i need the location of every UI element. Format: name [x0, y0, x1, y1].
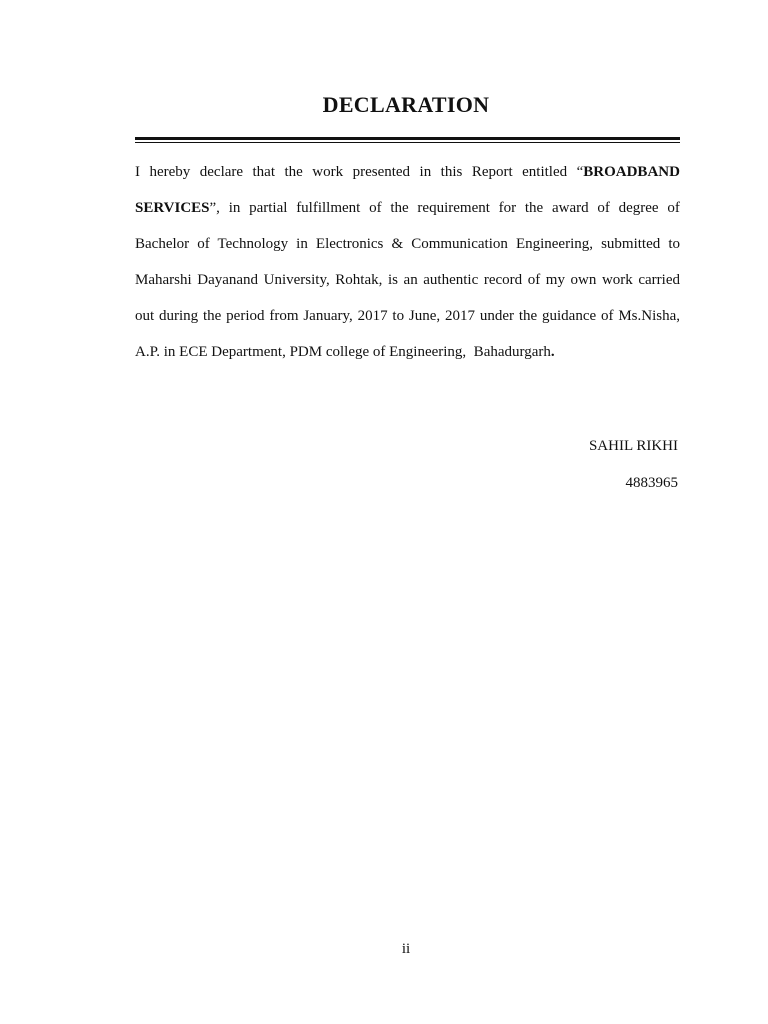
word: the: [524, 200, 544, 216]
word: I: [135, 164, 140, 180]
word: presented: [352, 164, 411, 180]
word: of: [369, 200, 382, 216]
paragraph-line-5: out during the period from January, 2017 to June, 2017 under the guidance of Ms.Nisha,: [135, 308, 680, 324]
word: degree: [618, 200, 659, 216]
word: declare: [199, 164, 244, 180]
paragraph-end-period: .: [550, 344, 555, 360]
page-number: ii: [401, 941, 411, 957]
paragraph-line-4: Maharshi Dayanand University, Rohtak, is an authentic record of my own work carried: [135, 272, 680, 288]
word: entitled: [522, 164, 568, 180]
title-rule-thick: [135, 137, 680, 140]
word: for: [498, 200, 517, 216]
word: the: [284, 164, 303, 180]
word: award: [551, 200, 589, 216]
word: Report: [471, 164, 513, 180]
word: requirement: [417, 200, 490, 216]
paragraph-line-3: Bachelor of Technology in Electronics & Communication Engineering, submitted to: [135, 236, 680, 252]
report-title-part-2: SERVICES: [135, 200, 210, 216]
close-quote: ”,: [209, 200, 220, 216]
word: fulfillment: [296, 200, 361, 216]
report-title-end: [135, 190, 220, 226]
open-quote: “: [576, 164, 584, 180]
paragraph-line-1: [135, 154, 680, 190]
declaration-paragraph: [135, 154, 680, 370]
page-title: DECLARATION: [322, 92, 490, 117]
word: this: [440, 164, 463, 180]
word: that: [252, 164, 276, 180]
title-rule-thin: [135, 142, 680, 143]
paragraph-line-6-text: A.P. in ECE Department, PDM college of Engineering, Bahadurgarh: [135, 344, 551, 360]
word: hereby: [149, 164, 191, 180]
word: work: [312, 164, 344, 180]
signatory-name: SAHIL RIKHI: [588, 438, 678, 454]
word: in: [228, 200, 241, 216]
paragraph-line-6: [135, 334, 680, 370]
word: of: [667, 200, 680, 216]
signatory-roll-number: 4883965: [625, 475, 678, 491]
word: partial: [249, 200, 288, 216]
report-title-start: [577, 154, 680, 190]
report-title-part-1: BROADBAND: [583, 164, 680, 180]
paragraph-line-2: [135, 190, 680, 226]
word: of: [597, 200, 610, 216]
word: the: [390, 200, 409, 216]
word: in: [419, 164, 432, 180]
